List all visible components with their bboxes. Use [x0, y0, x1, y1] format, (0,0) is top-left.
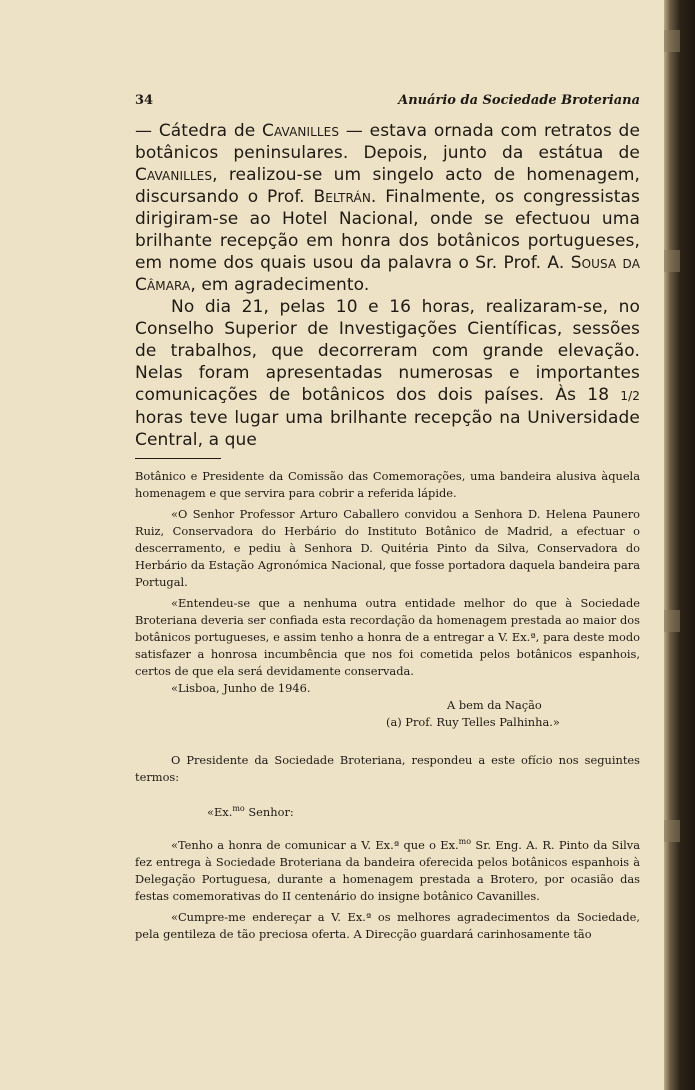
text-run: , em agradecimento. — [190, 275, 370, 295]
text-run: Sr. Eng. A. R. Pinto da Silva fez entrega à Sociedade Broteriana da bandeira oferecida pelos botânicos espanhois à Delegação Portuguesa, durante a homenagem prestada a Brotero, por ocasião das festas comemorativas do II centenário do insigne botânico Cavanilles. — [135, 837, 640, 903]
signature-motto: A bem da Nação — [447, 698, 542, 712]
main-text — [135, 120, 640, 451]
main-paragraph-2 — [135, 296, 640, 451]
page-header — [135, 93, 640, 113]
text-run: , realizou-se um singelo acto de homenagem, discursando o Prof. — [135, 165, 640, 207]
page-number: 34 — [135, 93, 154, 108]
text-run: — estava ornada com retratos de botânicos peninsulares. Depois, junto da estátua de — [135, 121, 641, 163]
footnotes — [135, 468, 640, 731]
footnote-paragraph: «Entendeu-se que a nenhuma outra entidade melhor do que à Sociedade Broteriana deveria ser confiada esta recordação da homenagem prestada ao maior dos botânicos portugueses, e assim tenho a honra de a entregar a V. Ex.ª, para deste modo satisfazer a honrosa incumbência que nos foi cometida pelos botânicos espanhois, certos de que ela será devidamente conservada. — [135, 596, 640, 678]
text-run: — Cátedra de — [135, 121, 263, 141]
reply-paragraph — [135, 833, 640, 905]
text-run: Senhor: — [244, 804, 294, 819]
main-paragraph-1 — [135, 120, 640, 296]
text-run: horas teve lugar uma brilhante recepção na Universidade Central, a que — [135, 408, 640, 450]
small-caps-name: Sousa da Câmara — [135, 253, 640, 295]
reply-intro: O Presidente da Sociedade Broteriana, respondeu a este ofício nos seguintes termos: — [135, 753, 640, 784]
text-run: «Tenho a honra de comunicar a V. Ex.ª que o Ex. — [171, 837, 459, 852]
running-title: Anuário da Sociedade Broteriana — [398, 93, 640, 108]
small-caps-name: Beltrán — [313, 187, 371, 207]
text-run: «Ex. — [207, 804, 233, 819]
footnote-paragraph: Botânico e Presidente da Comissão das Comemorações, uma bandeira alusiva àquela homenagem e que servira para cobrir a referida lápide. — [135, 469, 640, 500]
reply-salutation — [135, 800, 640, 821]
book-edge — [664, 0, 695, 1090]
footnote-paragraph: «O Senhor Professor Arturo Caballero convidou a Senhora D. Helena Paunero Ruiz, Conservadora do Herbário do Instituto Botânico de Madrid, a efectuar o descerramento, e pediu à Senhora D. Quitéria Pinto da Silva, Conservadora do Herbário da Estação Agronómica Nacional, que fosse portadora daquela bandeira para Portugal. — [135, 507, 640, 589]
reply-letter — [135, 752, 640, 943]
fraction: 1/2 — [620, 389, 640, 403]
small-caps-name: Cavanilles — [135, 165, 213, 185]
superscript: mo — [458, 836, 472, 846]
superscript: mo — [232, 804, 245, 813]
text-run: . Finalmente, os congressistas dirigiram-se ao Hotel Nacional, onde se efectuou uma brilhante recepção em honra dos botânicos portugueses, em nome dos quais usou da palavra o Sr. Prof. A. — [135, 187, 640, 273]
signature-name: (a) Prof. Ruy Telles Palhinha.» — [386, 715, 560, 729]
small-caps-name: Cavanilles — [262, 121, 340, 141]
footnote-rule — [135, 458, 221, 459]
footnote-date: «Lisboa, Junho de 1946. — [171, 681, 311, 695]
reply-paragraph: «Cumpre-me endereçar a V. Ex.ª os melhores agradecimentos da Sociedade, pela gentileza de tão preciosa oferta. A Direcção guardará carinhosamente tão — [135, 909, 640, 941]
text-run: No dia 21, pelas 10 e 16 horas, realizaram-se, no Conselho Superior de Investigações Científicas, sessões de trabalhos, que decorreram com grande elevação. Nelas foram apresentadas numerosas e importantes comunicações de botânicos dos dois países. Às 18 — [135, 297, 640, 405]
